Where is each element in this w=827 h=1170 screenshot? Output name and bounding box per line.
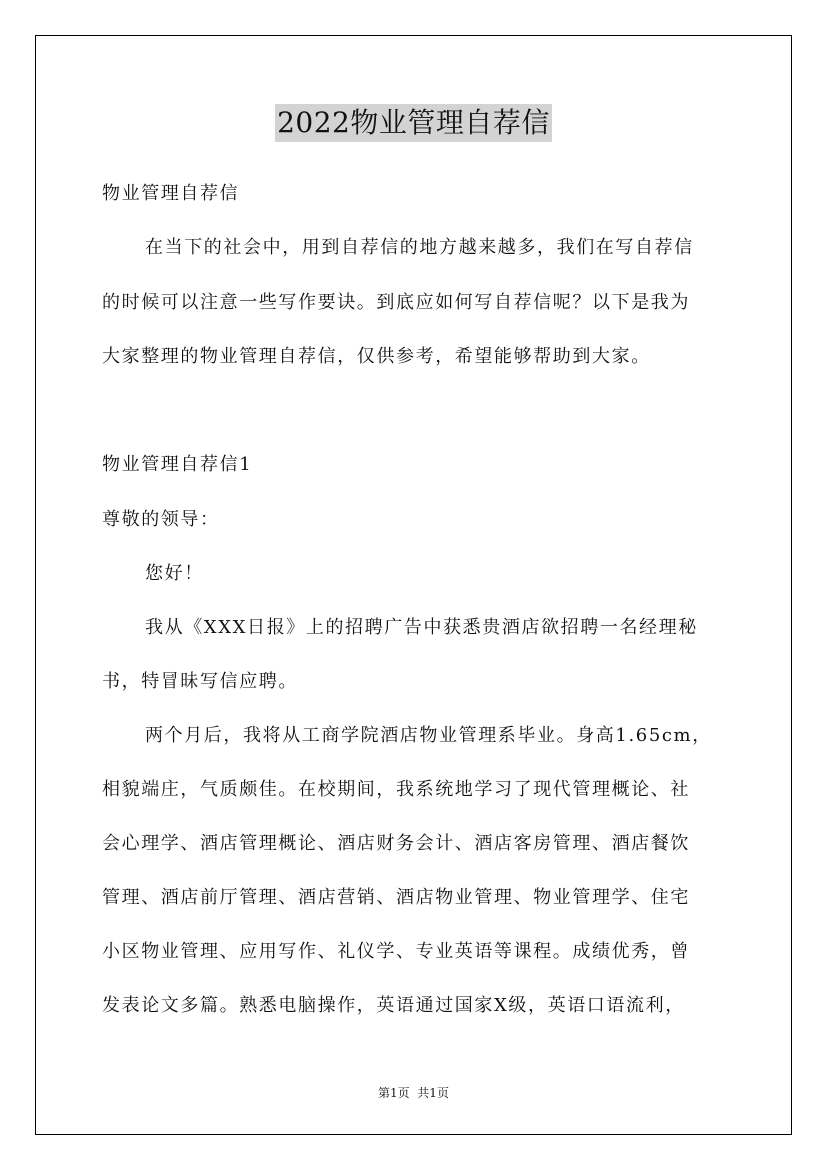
body-line-5: 会心理学、酒店管理概论、酒店财务会计、酒店客房管理、酒店餐饮 [102,833,690,854]
intro-line-3: 大家整理的物业管理自荐信，仅供参考，希望能够帮助到大家。 [102,346,651,367]
salutation: 尊敬的领导： [102,509,220,530]
body-line-3: 两个月后，我将从工商学院酒店物业管理系毕业。身高1.65cm， [145,725,712,746]
document-title: 2022物业管理自荐信 [275,104,552,142]
greeting: 您好！ [145,563,204,584]
body-line-1: 我从《XXX日报》上的招聘广告中获悉贵酒店欲招聘一名经理秘 [145,617,698,638]
intro-line-1: 在当下的社会中，用到自荐信的地方越来越多，我们在写自荐信 [145,237,694,258]
body-line-6: 管理、酒店前厅管理、酒店营销、酒店物业管理、物业管理学、住宅 [102,887,690,908]
body-line-7: 小区物业管理、应用写作、礼仪学、专业英语等课程。成绩优秀，曾 [102,941,690,962]
body-line-4: 相貌端庄，气质颇佳。在校期间，我系统地学习了现代管理概论、社 [102,779,690,800]
body-line-8: 发表论文多篇。熟悉电脑操作，英语通过国家X级，英语口语流利， [102,995,685,1016]
title-container [0,104,827,142]
intro-line-2: 的时候可以注意一些写作要诀。到底应如何写自荐信呢？以下是我为 [102,292,690,313]
page-footer: 第1页 共1页 [378,1086,449,1100]
letter-heading: 物业管理自荐信1 [102,454,253,475]
body-line-2: 书，特冒昧写信应聘。 [102,671,298,692]
section-heading: 物业管理自荐信 [102,183,240,204]
